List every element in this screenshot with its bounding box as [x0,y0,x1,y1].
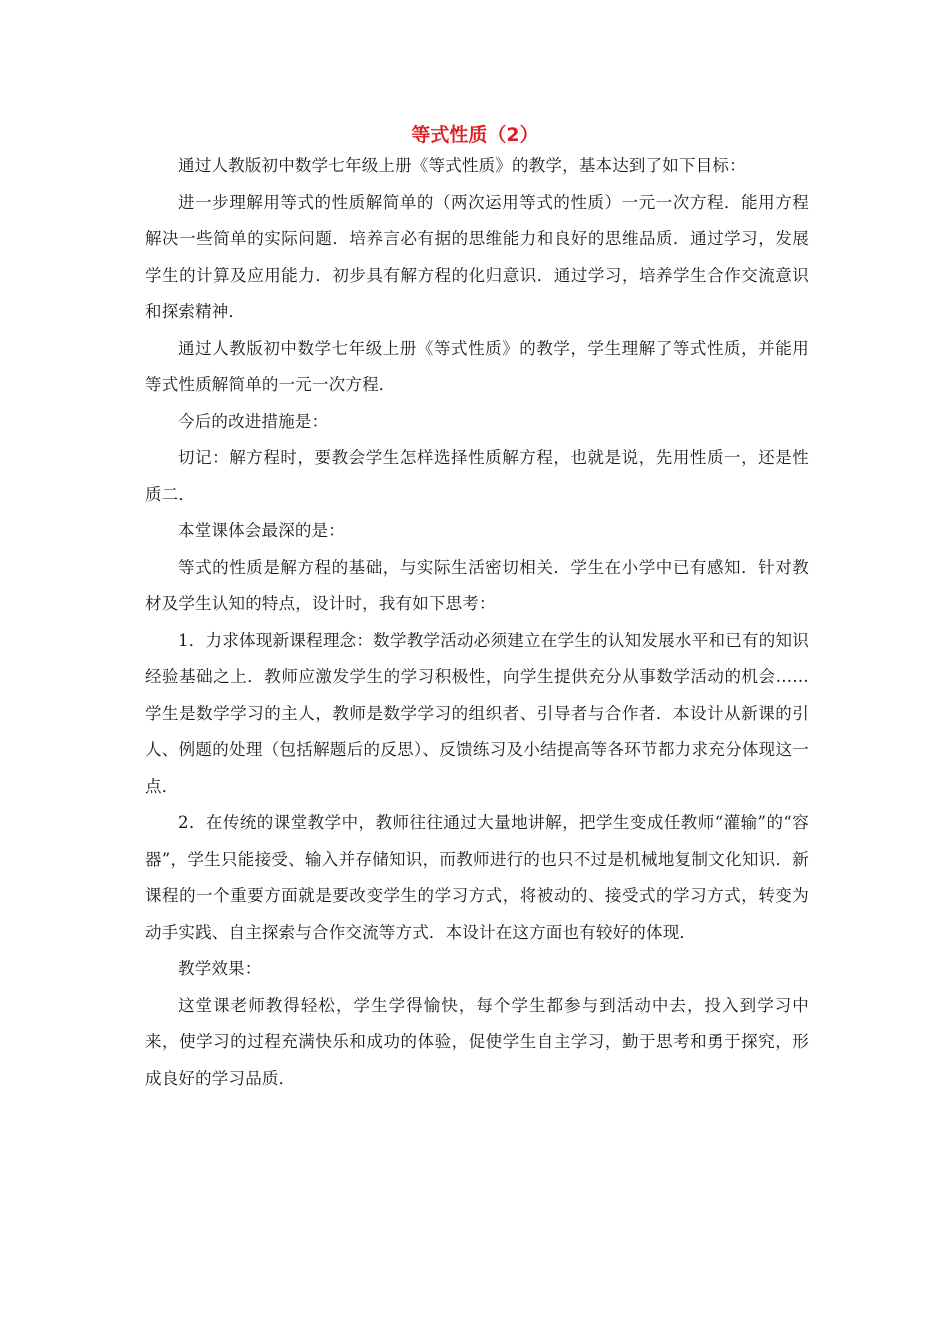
paragraph-point-1: 1．力求体现新课程理念：数学教学活动必须建立在学生的认知发展水平和已有的知识经验基础之上．教师应激发学生的学习积极性，向学生提供充分从事数学活动的机会……学生是数学学习的主人，教师是数学学习的组织者、引导者与合作者．本设计从新课的引人、例题的处理（包括解题后的反思）、反馈练习及小结提高等各环节都力求充分体现这一点． [145,630,809,796]
paragraph-improvements-heading: 今后的改进措施是： [178,411,329,431]
paragraph-effect-heading: 教学效果： [178,959,262,978]
paragraph-effect: 这堂课老师教得轻松，学生学得愉快，每个学生都参与到活动中去，投入到学习中来，使学习的过程充满快乐和成功的体验，促使学生自主学习，勤于思考和勇于探究，形成良好的学习品质． [145,995,809,1088]
paragraph-basis: 等式的性质是解方程的基础，与实际生活密切相关．学生在小学中已有感知．针对教材及学生认知的特点，设计时，我有如下思考： [145,557,809,613]
paragraph-outcome: 通过人教版初中数学七年级上册《等式性质》的教学，学生理解了等式性质，并能用等式性质解简单的一元一次方程． [145,338,809,394]
paragraph-intro: 通过人教版初中数学七年级上册《等式性质》的教学，基本达到了如下目标： [178,156,746,175]
paragraph-reflection-heading: 本堂课体会最深的是： [178,521,345,540]
page-title: 等式性质（2） [411,124,539,146]
paragraph-goals: 进一步理解用等式的性质解简单的（两次运用等式的性质）一元一次方程．能用方程解决一些简单的实际问题．培养言必有据的思维能力和良好的思维品质．通过学习，发展学生的计算及应用能力．初步具有解方程的化归意识．通过学习，培养学生合作交流意识和探索精神． [145,192,809,321]
paragraph-remember: 切记：解方程时，要教会学生怎样选择性质解方程，也就是说，先用性质一，还是性质二． [145,448,809,504]
document-body [145,148,809,1097]
paragraph-point-2: 2．在传统的课堂教学中，教师往往通过大量地讲解，把学生变成任教师“灌输”的“容器”，学生只能接受、输入并存储知识，而教师进行的也只不过是机械地复制文化知识．新课程的一个重要方面就是要改变学生的学习方式，将被动的、接受式的学习方式，转变为动手实践、自主探索与合作交流等方式．本设计在这方面也有较好的体现． [145,813,809,942]
